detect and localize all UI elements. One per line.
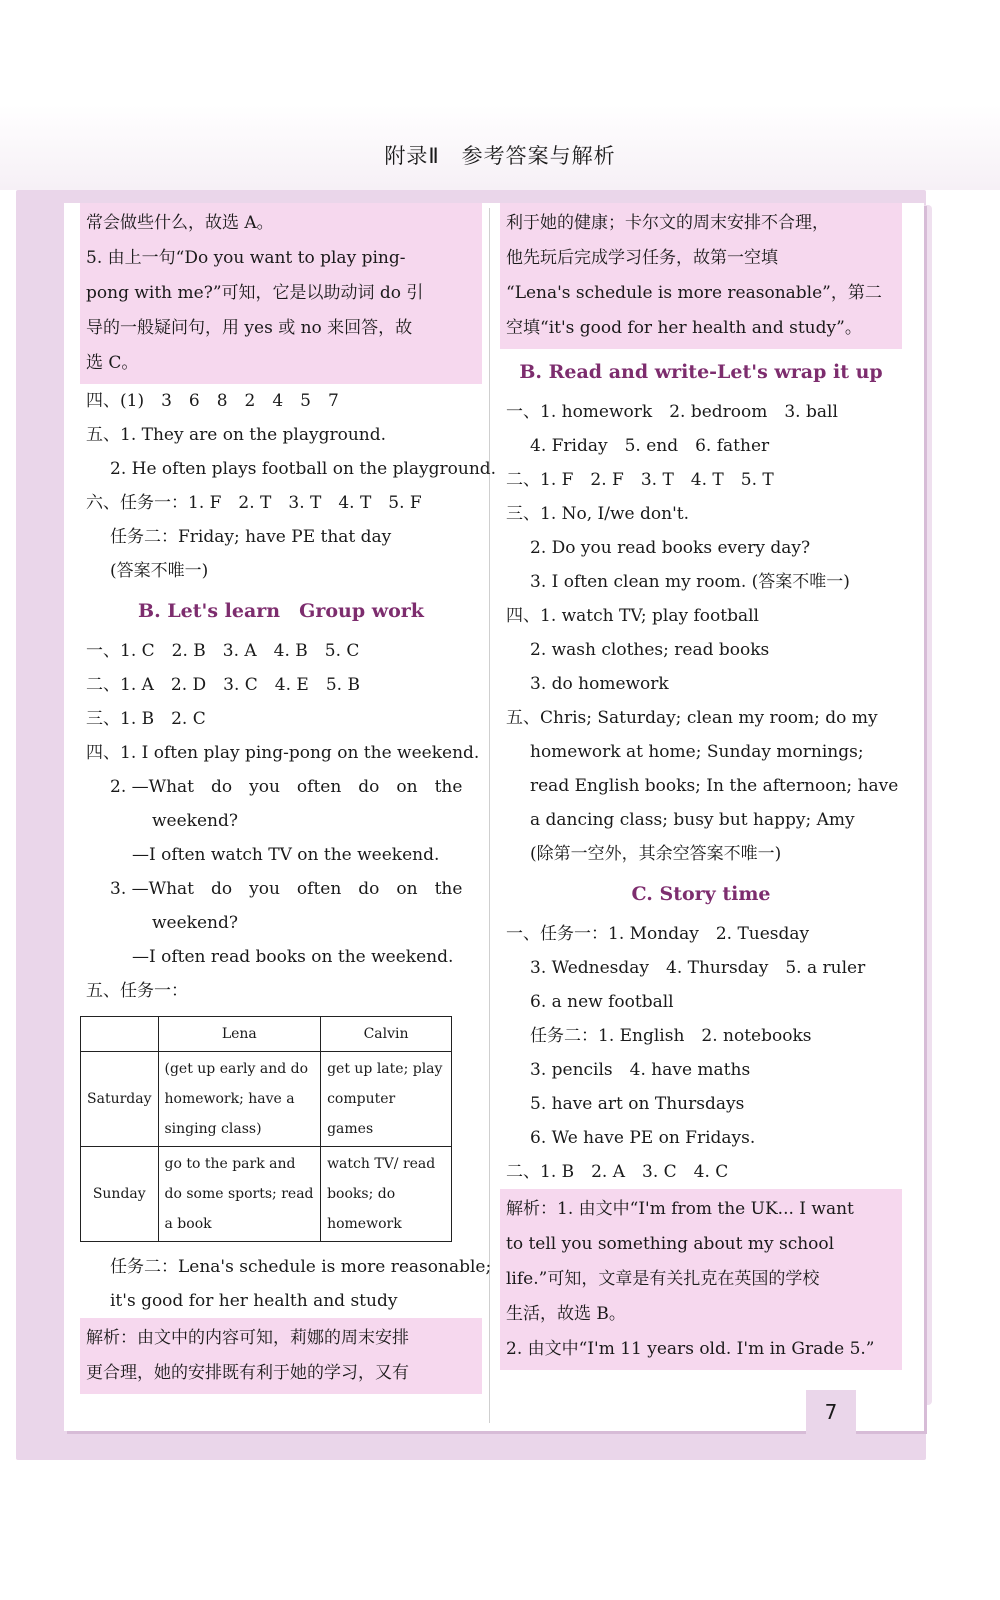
- answer-line: 一、1. C 2. B 3. A 4. B 5. C: [86, 641, 360, 661]
- answer-line: 3. pencils 4. have maths: [530, 1060, 751, 1080]
- answer-line: weekend?: [152, 913, 238, 933]
- text-line: 解析：1. 由文中“I'm from the UK... I want: [506, 1199, 854, 1219]
- table-header: Lena: [158, 1017, 321, 1052]
- text-line: 空填“it's good for her health and study”。: [506, 318, 862, 338]
- answer-line: —I often read books on the weekend.: [132, 947, 454, 967]
- left-explanation-bottom: [80, 1318, 482, 1394]
- text-line: 生活，故选 B。: [506, 1304, 626, 1324]
- table-cell: get up late; play computer games: [321, 1052, 452, 1147]
- text-line: “Lena's schedule is more reasonable”，第二: [506, 283, 882, 303]
- answer-line: 任务二：1. English 2. notebooks: [530, 1026, 812, 1046]
- table-header: Calvin: [321, 1017, 452, 1052]
- answer-line: 四、1. I often play ping-pong on the weekend.: [86, 743, 480, 763]
- answer-line: 二、1. A 2. D 3. C 4. E 5. B: [86, 675, 360, 695]
- table-cell: [81, 1017, 159, 1052]
- answer-line: 3. do homework: [530, 674, 669, 694]
- text-line: pong with me?”可知，它是以助动词 do 引: [86, 283, 424, 303]
- answer-line: homework at home; Sunday mornings;: [530, 742, 864, 762]
- answer-line: 任务二：Lena's schedule is more reasonable;: [110, 1257, 492, 1277]
- table-cell: watch TV/ read books; do homework: [321, 1147, 452, 1242]
- column-divider: [489, 208, 490, 1423]
- answer-line: 2. wash clothes; read books: [530, 640, 770, 660]
- table-row: [81, 1052, 452, 1147]
- answer-line: 五、任务一：: [86, 981, 188, 1001]
- answer-line: 3. —What do you often do on the: [110, 879, 463, 899]
- answer-line: read English books; In the afternoon; have: [530, 776, 899, 796]
- text-line: 利于她的健康；卡尔文的周末安排不合理，: [506, 213, 829, 233]
- text-line: 更合理，她的安排既有利于她的学习，又有: [86, 1363, 409, 1383]
- answer-line: 三、1. No, I/we don't.: [506, 504, 689, 524]
- answer-line: 3. I often clean my room. (答案不唯一): [530, 572, 850, 592]
- answer-line: 2. He often plays football on the playground.: [110, 459, 497, 479]
- text-line: 选 C。: [86, 353, 139, 373]
- answer-line: 二、1. B 2. A 3. C 4. C: [506, 1162, 729, 1182]
- answer-line: (答案不唯一): [110, 561, 209, 581]
- schedule-table: [80, 1016, 452, 1242]
- answer-line: 3. Wednesday 4. Thursday 5. a ruler: [530, 958, 866, 978]
- answer-line: 6. We have PE on Fridays.: [530, 1128, 756, 1148]
- text-line: life.”可知，文章是有关扎克在英国的学校: [506, 1269, 820, 1289]
- answer-sheet: [64, 203, 924, 1431]
- answer-line: 四、(1) 3 6 8 2 4 5 7: [86, 391, 339, 411]
- text-line: 5. 由上一句“Do you want to play ping-: [86, 248, 406, 268]
- left-explanation-top: [80, 203, 482, 384]
- answer-line: 五、1. They are on the playground.: [86, 425, 387, 445]
- answer-line: 三、1. B 2. C: [86, 709, 206, 729]
- answer-line: 一、任务一：1. Monday 2. Tuesday: [506, 924, 810, 944]
- right-explanation-bottom: [500, 1189, 902, 1370]
- table-cell: Sunday: [81, 1147, 159, 1242]
- section-heading: B. Let's learn Group work: [138, 600, 424, 622]
- text-line: 常会做些什么，故选 A。: [86, 213, 274, 233]
- answer-line: 二、1. F 2. F 3. T 4. T 5. T: [506, 470, 774, 490]
- right-explanation-top: [500, 203, 902, 349]
- text-line: to tell you something about my school: [506, 1234, 835, 1254]
- answer-line: 一、1. homework 2. bedroom 3. ball: [506, 402, 838, 422]
- answer-line: —I often watch TV on the weekend.: [132, 845, 440, 865]
- page-header: [0, 0, 1000, 190]
- answer-line: it's good for her health and study: [110, 1291, 398, 1311]
- answer-line: weekend?: [152, 811, 238, 831]
- table-cell: Saturday: [81, 1052, 159, 1147]
- page-number: 7: [806, 1390, 856, 1442]
- table-cell: go to the park and do some sports; read a book: [158, 1147, 321, 1242]
- answer-line: a dancing class; busy but happy; Amy: [530, 810, 855, 830]
- answer-line: 2. Do you read books every day?: [530, 538, 811, 558]
- text-line: 2. 由文中“I'm 11 years old. I'm in Grade 5.”: [506, 1339, 875, 1359]
- text-line: 导的一般疑问句，用 yes 或 no 来回答，故: [86, 318, 413, 338]
- right-column: [506, 203, 899, 1370]
- answer-line: (除第一空外，其余空答案不唯一): [530, 844, 782, 864]
- table-cell: (get up early and do homework; have a singing class): [158, 1052, 321, 1147]
- section-heading: B. Read and write-Let's wrap it up: [519, 361, 883, 383]
- table-row: [81, 1017, 452, 1052]
- answer-line: 五、Chris; Saturday; clean my room; do my: [506, 708, 878, 728]
- text-line: 解析：由文中的内容可知，莉娜的周末安排: [86, 1328, 409, 1348]
- page-title: 附录Ⅱ 参考答案与解析: [384, 144, 616, 168]
- left-column: [86, 203, 497, 1394]
- section-heading: C. Story time: [631, 883, 771, 905]
- table-row: [81, 1147, 452, 1242]
- text-line: 他先玩后完成学习任务，故第一空填: [506, 248, 778, 268]
- answer-line: 4. Friday 5. end 6. father: [530, 436, 770, 456]
- answer-line: 6. a new football: [530, 992, 674, 1012]
- answer-line: 2. —What do you often do on the: [110, 777, 463, 797]
- answer-line: 六、任务一：1. F 2. T 3. T 4. T 5. F: [86, 493, 422, 513]
- answer-line: 任务二：Friday; have PE that day: [110, 527, 392, 547]
- answer-line: 四、1. watch TV; play football: [506, 606, 759, 626]
- answer-line: 5. have art on Thursdays: [530, 1094, 745, 1114]
